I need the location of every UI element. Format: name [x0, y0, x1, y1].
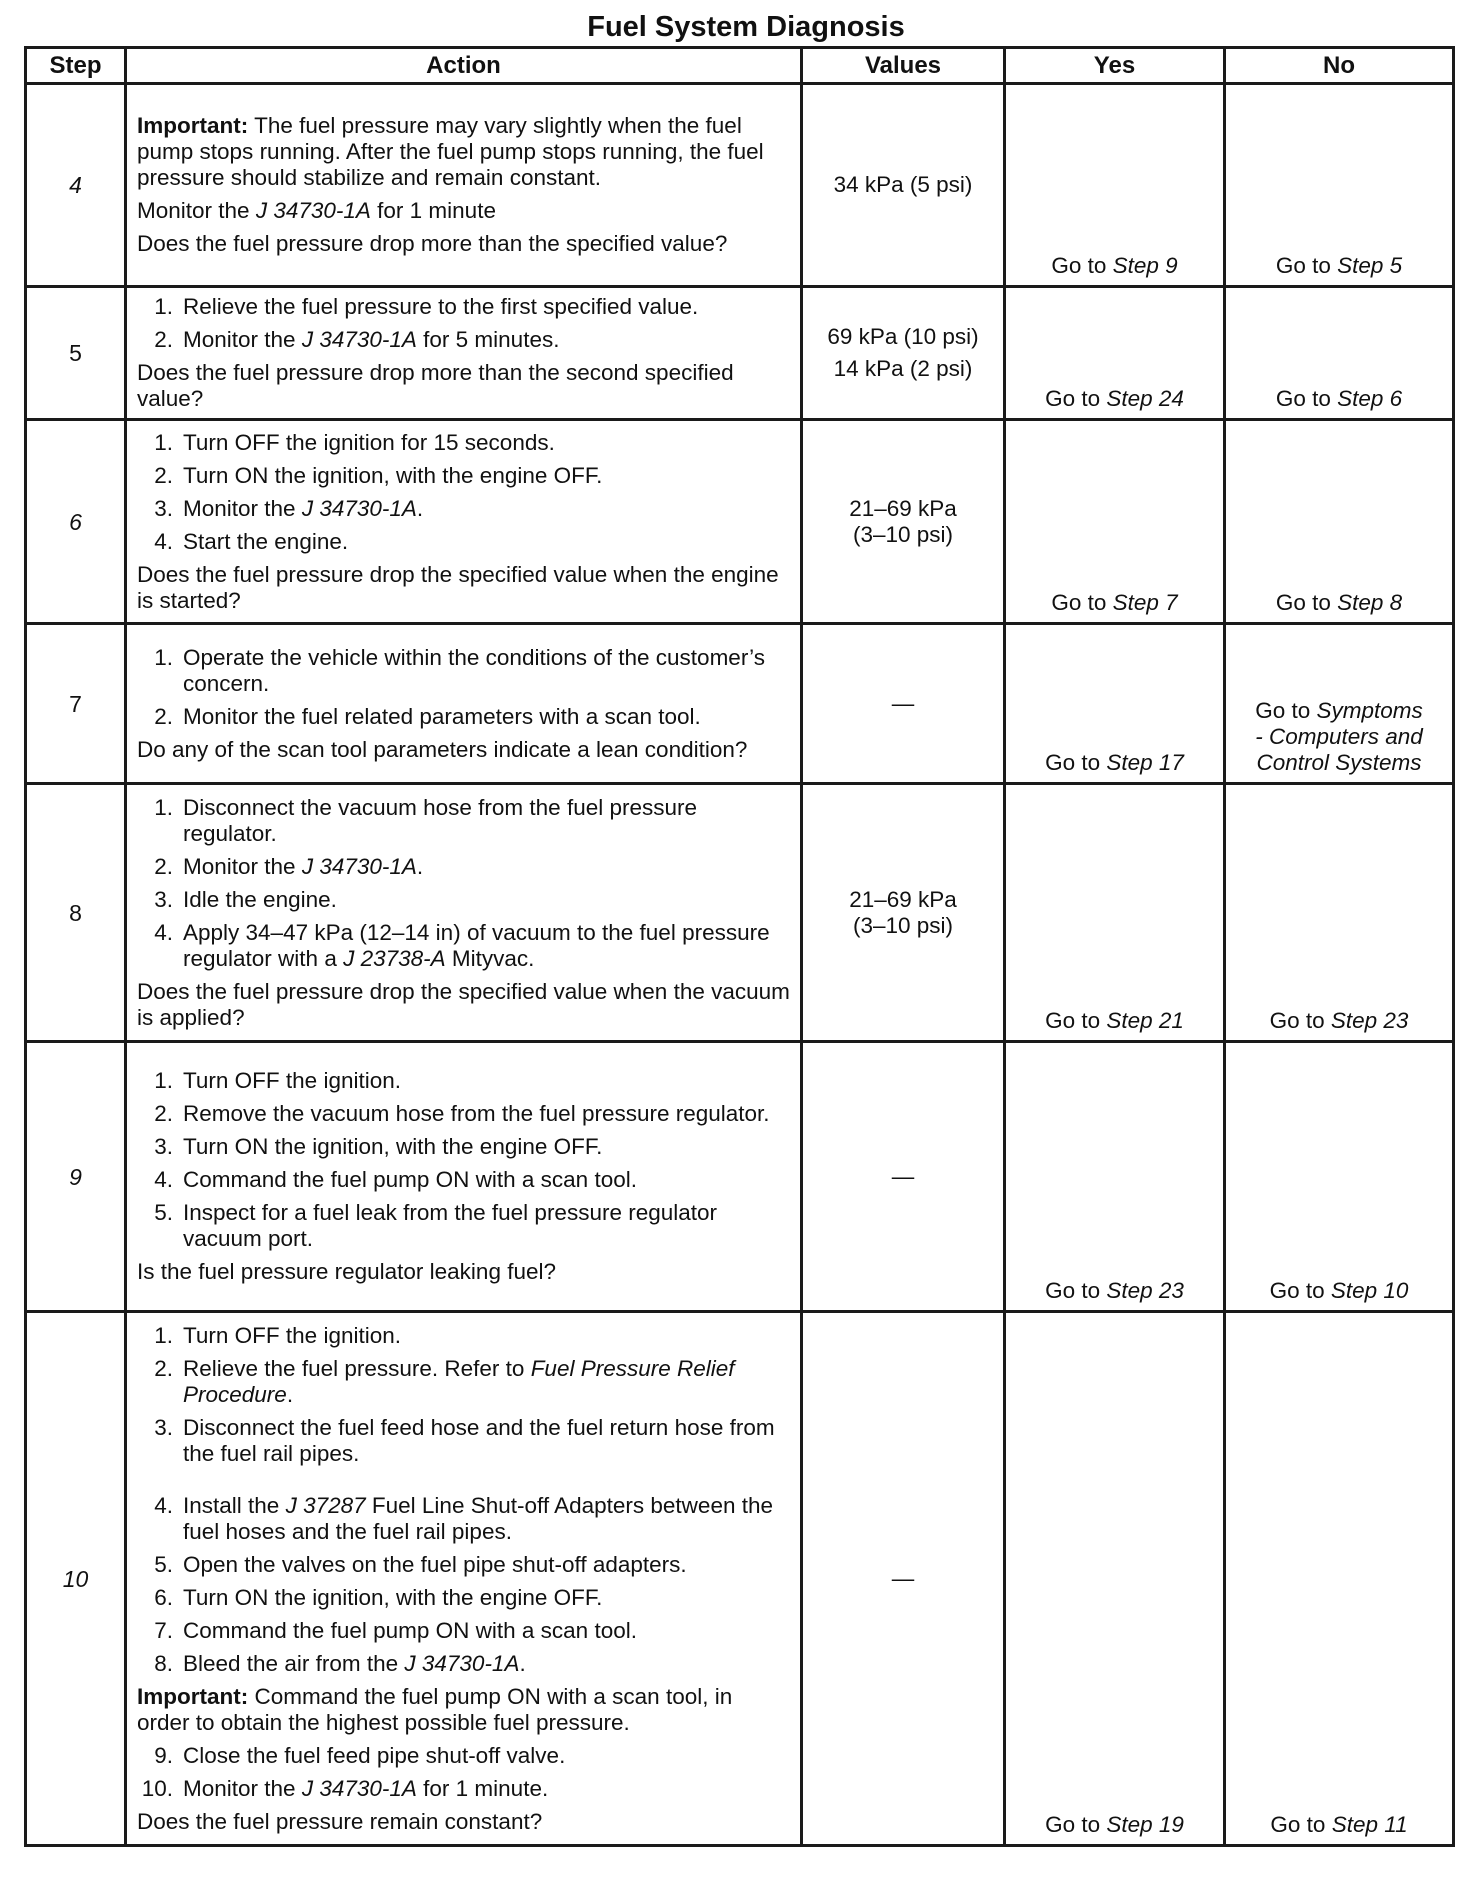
item-text: Inspect for a fuel leak from the fuel pressure regulator vacuum port. — [183, 1200, 718, 1251]
no-cell — [1225, 1042, 1454, 1312]
table-row — [26, 624, 1454, 784]
no-prefix: Go to — [1275, 253, 1338, 278]
no-prefix: Go to — [1255, 698, 1317, 723]
header-yes: Yes — [1005, 48, 1225, 84]
no-prefix: Go to — [1269, 1278, 1331, 1303]
question: Does the fuel pressure remain constant? — [137, 1808, 543, 1834]
item-text: Operate the vehicle within the conditions of the customer’s concern. — [183, 644, 765, 696]
item-number: 2. — [154, 462, 173, 488]
no-link[interactable]: Step 8 — [1337, 590, 1403, 615]
item-text: Monitor the — [183, 495, 302, 521]
step-number: 4 — [26, 84, 126, 287]
yes-prefix: Go to — [1045, 1278, 1107, 1303]
list-item — [137, 327, 790, 353]
item-number: 10. — [141, 1775, 173, 1801]
item-text: Start the engine. — [183, 528, 349, 554]
yes-cell — [1005, 287, 1225, 420]
no-prefix: Go to — [1275, 386, 1338, 411]
action-text: Monitor the — [137, 198, 256, 223]
table-row — [26, 1042, 1454, 1312]
value: — — [891, 1163, 915, 1189]
item-number: 2. — [154, 703, 173, 729]
tool-reference: J 34730-1A — [301, 1775, 417, 1801]
no-cell — [1225, 420, 1454, 624]
no-cell — [1225, 84, 1454, 287]
step-number: 6 — [26, 420, 126, 624]
header-no: No — [1225, 48, 1454, 84]
list-item — [137, 1167, 790, 1193]
list-item — [137, 1356, 790, 1408]
table-row — [26, 420, 1454, 624]
yes-cell — [1005, 1042, 1225, 1312]
list-item — [137, 1101, 790, 1127]
list-item — [137, 430, 790, 456]
value: (3–10 psi) — [852, 521, 954, 547]
item-text: Monitor the — [183, 327, 302, 352]
item-text: . — [519, 1650, 526, 1676]
action-cell — [126, 624, 802, 784]
yes-link[interactable]: Step 19 — [1106, 1812, 1184, 1837]
yes-cell — [1005, 1312, 1225, 1846]
tool-reference: J 23738-A — [343, 945, 446, 971]
item-number: 4. — [154, 1167, 173, 1192]
item-text: Turn ON the ignition, with the engine OFF. — [183, 1134, 603, 1159]
list-item — [137, 1552, 790, 1578]
item-text: Mityvac. — [445, 945, 535, 971]
action-cell — [126, 1312, 802, 1846]
list-item — [137, 704, 790, 730]
item-text: Fuel Line Shut-off Adapters between the fuel hoses and the fuel rail pipes. — [183, 1492, 774, 1544]
item-text: . — [416, 495, 424, 521]
yes-prefix: Go to — [1045, 1812, 1107, 1837]
values-cell — [802, 287, 1005, 420]
header-action: Action — [126, 48, 802, 84]
value: 21–69 kPa — [849, 886, 957, 912]
item-number: 9. — [154, 1742, 173, 1768]
tool-reference: J 34730-1A — [301, 853, 417, 879]
yes-link[interactable]: Step 9 — [1112, 253, 1178, 278]
item-text: Command the fuel pump ON with a scan tool. — [183, 1167, 637, 1192]
item-text: Turn ON the ignition, with the engine OFF. — [183, 1584, 603, 1610]
no-link[interactable]: Symptoms — [1316, 698, 1423, 723]
list-item — [137, 529, 790, 555]
action-text: for 1 minute — [370, 198, 496, 223]
list-item — [137, 1134, 790, 1160]
question: Do any of the scan tool parameters indicate a lean condition? — [137, 736, 748, 762]
yes-cell — [1005, 784, 1225, 1042]
item-number: 3. — [154, 495, 173, 521]
yes-cell — [1005, 84, 1225, 287]
item-number: 1. — [154, 1322, 173, 1348]
list-item — [137, 1493, 790, 1545]
header-row — [26, 48, 1454, 84]
procedure-reference[interactable]: Fuel Pressure Relief Procedure — [183, 1355, 735, 1407]
no-prefix: Go to — [1275, 590, 1338, 615]
important-label: Important: — [137, 1683, 249, 1709]
value: 69 kPa (10 psi) — [827, 324, 979, 349]
item-text: for 5 minutes. — [416, 327, 560, 352]
item-number: 4. — [154, 1492, 173, 1518]
question: Does the fuel pressure drop more than the specified value? — [137, 231, 728, 256]
step-number: 10 — [26, 1312, 126, 1846]
item-number: 1. — [154, 294, 173, 319]
list-item — [137, 645, 790, 697]
list-item — [137, 1068, 790, 1094]
item-text: Install the — [183, 1492, 286, 1518]
item-number: 2. — [154, 1101, 173, 1126]
action-cell — [126, 84, 802, 287]
item-number: 3. — [154, 1414, 173, 1440]
question: Does the fuel pressure drop the specified value when the engine is started? — [137, 561, 779, 613]
item-text: Open the valves on the fuel pipe shut-off adapters. — [183, 1551, 687, 1577]
list-item — [137, 795, 790, 847]
no-link-continued[interactable]: Control Systems — [1256, 750, 1422, 775]
no-cell — [1225, 1312, 1454, 1846]
question: Does the fuel pressure drop the specified value when the vacuum is applied? — [137, 978, 790, 1030]
step-number: 5 — [26, 287, 126, 420]
header-step: Step — [26, 48, 126, 84]
item-text: Command the fuel pump ON with a scan tool. — [183, 1617, 637, 1643]
item-number: 3. — [154, 886, 173, 912]
table-row — [26, 784, 1454, 1042]
item-text: Apply 34–47 kPa (12–14 in) of vacuum to the fuel pressure regulator with a — [183, 919, 770, 971]
item-text: Turn ON the ignition, with the engine OFF. — [183, 462, 603, 488]
no-cell — [1225, 624, 1454, 784]
item-number: 5. — [154, 1551, 173, 1577]
diagnosis-table — [24, 46, 1455, 1847]
tool-reference: J 34730-1A — [301, 495, 417, 521]
no-link[interactable]: Step 5 — [1337, 253, 1403, 278]
list-item — [137, 920, 790, 972]
item-number: 2. — [154, 853, 173, 879]
action-cell — [126, 784, 802, 1042]
item-text: Disconnect the fuel feed hose and the fuel return hose from the fuel rail pipes. — [183, 1414, 775, 1466]
table-row — [26, 287, 1454, 420]
item-text: Idle the engine. — [183, 886, 337, 912]
table-row — [26, 84, 1454, 287]
yes-cell — [1005, 624, 1225, 784]
value: (3–10 psi) — [852, 912, 954, 938]
yes-link[interactable]: Step 23 — [1106, 1278, 1184, 1303]
value: 21–69 kPa — [849, 495, 957, 521]
item-number: 2. — [154, 1355, 173, 1381]
value: 34 kPa (5 psi) — [833, 172, 973, 197]
item-number: 7. — [154, 1617, 173, 1643]
no-link[interactable]: Step 6 — [1337, 386, 1403, 411]
tool-reference: J 34730-1A — [301, 327, 417, 352]
important-text: The fuel pressure may vary slightly when the fuel pump stops running. After the fuel pump stops running, the fuel pressure should stabilize and remain constant. — [137, 113, 764, 190]
yes-prefix: Go to — [1051, 590, 1113, 615]
step-number: 8 — [26, 784, 126, 1042]
item-number: 4. — [154, 528, 173, 554]
item-number: 3. — [154, 1134, 173, 1159]
list-item — [137, 463, 790, 489]
yes-prefix: Go to — [1051, 253, 1113, 278]
no-prefix: Go to — [1269, 1008, 1331, 1033]
item-text: Relieve the fuel pressure. Refer to — [183, 1355, 531, 1381]
item-text: Bleed the air from the — [183, 1650, 405, 1676]
list-item — [137, 1743, 790, 1769]
values-cell — [802, 84, 1005, 287]
values-cell — [802, 624, 1005, 784]
action-cell — [126, 1042, 802, 1312]
item-text: . — [416, 853, 424, 879]
list-item — [137, 1585, 790, 1611]
list-item — [137, 1618, 790, 1644]
yes-link[interactable]: Step 7 — [1112, 590, 1178, 615]
header-values: Values — [802, 48, 1005, 84]
item-text: Monitor the — [183, 853, 302, 879]
item-number: 6. — [154, 1584, 173, 1610]
no-cell — [1225, 784, 1454, 1042]
yes-prefix: Go to — [1045, 750, 1107, 775]
list-item — [137, 854, 790, 880]
no-prefix: Go to — [1270, 1812, 1332, 1837]
item-text: Monitor the — [183, 1775, 302, 1801]
important-label: Important: — [137, 113, 249, 138]
list-item — [137, 1776, 790, 1802]
list-item — [137, 1651, 790, 1677]
item-text: Relieve the fuel pressure to the first specified value. — [183, 294, 699, 319]
no-link[interactable]: Step 23 — [1330, 1008, 1409, 1033]
item-text: Disconnect the vacuum hose from the fuel pressure regulator. — [183, 794, 698, 846]
item-number: 4. — [154, 919, 173, 945]
value: — — [891, 1565, 915, 1591]
item-text: for 1 minute. — [416, 1775, 549, 1801]
list-item — [137, 887, 790, 913]
item-number: 2. — [154, 327, 173, 352]
step-number: 9 — [26, 1042, 126, 1312]
tool-reference: J 34730-1A — [404, 1650, 520, 1676]
no-link-continued[interactable]: - Computers and — [1255, 724, 1423, 749]
question: Does the fuel pressure drop more than the second specified value? — [137, 360, 734, 411]
item-text: Turn OFF the ignition for 15 seconds. — [183, 429, 555, 455]
no-link[interactable]: Step 10 — [1330, 1278, 1409, 1303]
values-cell — [802, 1312, 1005, 1846]
item-number: 1. — [154, 644, 173, 670]
table-row — [26, 1312, 1454, 1846]
step-number: 7 — [26, 624, 126, 784]
item-text: Monitor the fuel related parameters with a scan tool. — [183, 703, 701, 729]
list-item — [137, 496, 790, 522]
tool-reference: J 37287 — [285, 1492, 366, 1518]
yes-cell — [1005, 420, 1225, 624]
item-text: Close the fuel feed pipe shut-off valve. — [183, 1742, 566, 1768]
values-cell — [802, 784, 1005, 1042]
important-text: Command the fuel pump ON with a scan tool, in order to obtain the highest possible fuel pressure. — [137, 1683, 733, 1735]
list-item — [137, 1200, 790, 1252]
item-text: Turn OFF the ignition. — [183, 1068, 402, 1093]
item-text: Turn OFF the ignition. — [183, 1322, 402, 1348]
yes-prefix: Go to — [1045, 1008, 1107, 1033]
yes-link[interactable]: Step 21 — [1106, 1008, 1184, 1033]
item-number: 1. — [154, 794, 173, 820]
page-title: Fuel System Diagnosis — [587, 11, 905, 43]
action-cell — [126, 420, 802, 624]
yes-link[interactable]: Step 24 — [1106, 386, 1184, 411]
tool-reference: J 34730-1A — [255, 198, 371, 223]
yes-link[interactable]: Step 17 — [1106, 750, 1184, 775]
no-cell — [1225, 287, 1454, 420]
value: — — [891, 690, 915, 716]
item-number: 5. — [154, 1200, 173, 1225]
value: 14 kPa (2 psi) — [833, 356, 973, 381]
list-item — [137, 1323, 790, 1349]
no-link[interactable]: Step 11 — [1331, 1812, 1408, 1837]
action-cell — [126, 287, 802, 420]
values-cell — [802, 1042, 1005, 1312]
question: Is the fuel pressure regulator leaking fuel? — [137, 1259, 556, 1284]
item-number: 1. — [154, 429, 173, 455]
item-text: Remove the vacuum hose from the fuel pressure regulator. — [183, 1101, 770, 1126]
list-item — [137, 294, 790, 320]
item-number: 1. — [154, 1068, 173, 1093]
item-number: 8. — [154, 1650, 173, 1676]
yes-prefix: Go to — [1045, 386, 1107, 411]
list-item — [137, 1415, 790, 1467]
values-cell — [802, 420, 1005, 624]
item-text: . — [286, 1381, 294, 1407]
